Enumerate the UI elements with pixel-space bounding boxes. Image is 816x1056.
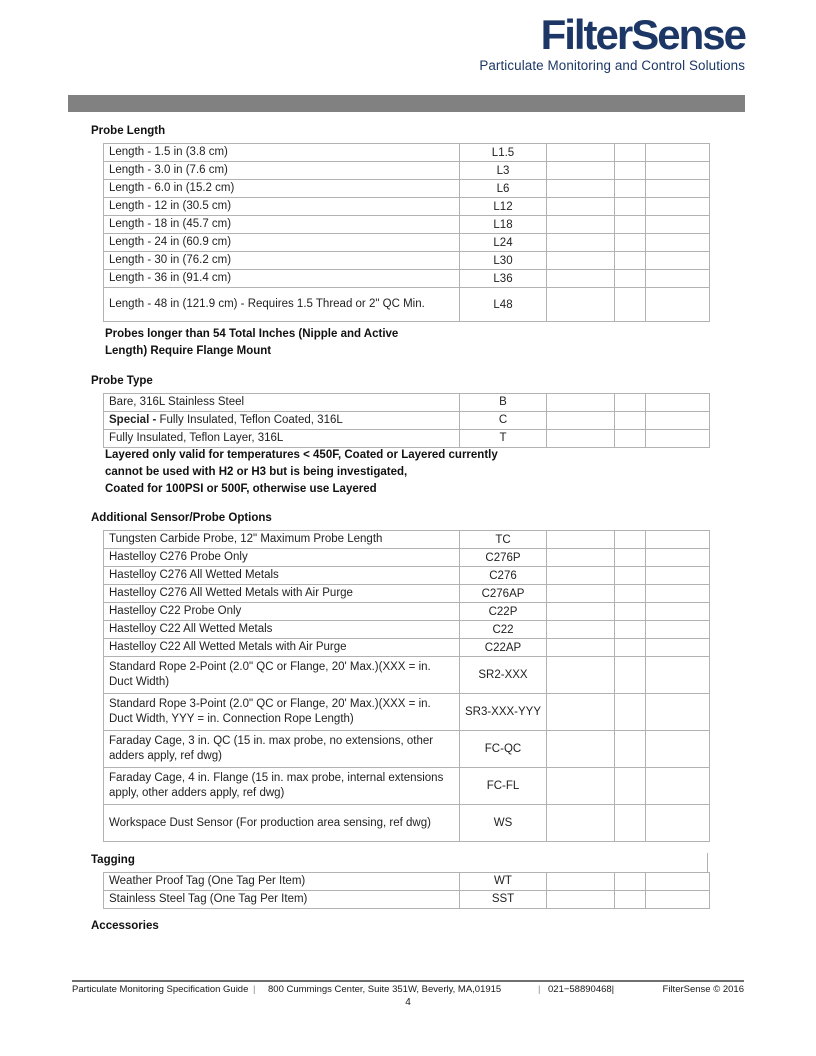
table-row (104, 805, 710, 842)
empty-order-cell (615, 198, 646, 216)
table-row (104, 216, 710, 234)
table-row (104, 531, 710, 549)
empty-order-cell (646, 394, 710, 412)
option-code: FC-FL (460, 768, 547, 805)
empty-order-cell (646, 805, 710, 842)
section-heading-accessories: Accessories (91, 920, 159, 932)
empty-order-cell (547, 873, 615, 891)
option-description: Length - 12 in (30.5 cm) (104, 198, 460, 216)
empty-order-cell (646, 234, 710, 252)
empty-order-cell (547, 621, 615, 639)
option-description: Length - 48 in (121.9 cm) - Requires 1.5 Thread or 2" QC Min. (104, 288, 460, 322)
table-row (104, 621, 710, 639)
empty-order-cell (615, 890, 646, 908)
section-heading-tagging: Tagging (91, 854, 135, 866)
empty-order-cell (615, 603, 646, 621)
empty-order-cell (615, 657, 646, 694)
additional-options-table (103, 530, 710, 842)
empty-order-cell (547, 805, 615, 842)
probe-type-table (103, 393, 710, 448)
footer-copyright: FilterSense © 2016 (662, 984, 744, 995)
empty-order-cell (646, 873, 710, 891)
table-row (104, 639, 710, 657)
footer-address: 800 Cummings Center, Suite 351W, Beverly, MA,01915 (268, 984, 502, 995)
option-description: Length - 1.5 in (3.8 cm) (104, 144, 460, 162)
empty-order-cell (646, 144, 710, 162)
option-description: Standard Rope 3-Point (2.0" QC or Flange, 20' Max.)(XXX = in. Duct Width, YYY = in. Connection Rope Length) (104, 694, 460, 731)
empty-order-cell (646, 429, 710, 447)
table-row (104, 144, 710, 162)
empty-order-cell (615, 768, 646, 805)
option-description: Weather Proof Tag (One Tag Per Item) (104, 873, 460, 891)
empty-order-cell (646, 162, 710, 180)
empty-order-cell (646, 694, 710, 731)
empty-order-cell (547, 180, 615, 198)
empty-order-cell (547, 288, 615, 322)
empty-order-cell (547, 411, 615, 429)
tagging-table-right-border (707, 853, 708, 873)
probe-length-table (103, 143, 710, 322)
empty-order-cell (615, 411, 646, 429)
option-description: Standard Rope 2-Point (2.0" QC or Flange, 20' Max.)(XXX = in. Duct Width) (104, 657, 460, 694)
option-code: L18 (460, 216, 547, 234)
note-line: cannot be used with H2 or H3 but is being investigated, (105, 466, 408, 478)
note-line: Probes longer than 54 Total Inches (Nipple and Active (105, 328, 399, 340)
header-divider-bar (68, 95, 745, 112)
option-code: SR3-XXX-YYY (460, 694, 547, 731)
option-code: L6 (460, 180, 547, 198)
option-code: C276AP (460, 585, 547, 603)
option-description: Hastelloy C22 All Wetted Metals (104, 621, 460, 639)
empty-order-cell (547, 694, 615, 731)
option-description: Workspace Dust Sensor (For production area sensing, ref dwg) (104, 805, 460, 842)
table-row (104, 411, 710, 429)
empty-order-cell (547, 768, 615, 805)
empty-order-cell (547, 252, 615, 270)
empty-order-cell (615, 429, 646, 447)
option-code: C276 (460, 567, 547, 585)
empty-order-cell (547, 162, 615, 180)
table-row (104, 549, 710, 567)
brand-tagline: Particulate Monitoring and Control Solutions (479, 58, 745, 73)
table-row (104, 162, 710, 180)
option-description: Length - 36 in (91.4 cm) (104, 270, 460, 288)
empty-order-cell (615, 731, 646, 768)
empty-order-cell (646, 567, 710, 585)
table-row (104, 288, 710, 322)
empty-order-cell (547, 394, 615, 412)
empty-order-cell (646, 270, 710, 288)
option-description: Tungsten Carbide Probe, 12" Maximum Probe Length (104, 531, 460, 549)
table-row (104, 890, 710, 908)
option-code: C22P (460, 603, 547, 621)
empty-order-cell (646, 549, 710, 567)
option-code: L3 (460, 162, 547, 180)
option-description: Special - Fully Insulated, Teflon Coated, 316L (104, 411, 460, 429)
empty-order-cell (547, 731, 615, 768)
section-heading-probe-type: Probe Type (91, 375, 153, 387)
empty-order-cell (615, 252, 646, 270)
table-row (104, 585, 710, 603)
option-code: L12 (460, 198, 547, 216)
empty-order-cell (615, 216, 646, 234)
empty-order-cell (615, 549, 646, 567)
table-row (104, 270, 710, 288)
empty-order-cell (547, 270, 615, 288)
empty-order-cell (547, 144, 615, 162)
empty-order-cell (547, 657, 615, 694)
empty-order-cell (615, 288, 646, 322)
option-code: L24 (460, 234, 547, 252)
table-row (104, 252, 710, 270)
option-description: Faraday Cage, 4 in. Flange (15 in. max probe, internal extensions apply, other adders apply, ref dwg) (104, 768, 460, 805)
empty-order-cell (547, 567, 615, 585)
option-code: T (460, 429, 547, 447)
empty-order-cell (646, 890, 710, 908)
probe-length-note (105, 326, 398, 360)
empty-order-cell (547, 216, 615, 234)
option-code: L36 (460, 270, 547, 288)
option-description: Faraday Cage, 3 in. QC (15 in. max probe, no extensions, other adders apply, ref dwg) (104, 731, 460, 768)
empty-order-cell (615, 162, 646, 180)
empty-order-cell (646, 639, 710, 657)
empty-order-cell (615, 270, 646, 288)
option-code: TC (460, 531, 547, 549)
table-row (104, 873, 710, 891)
footer-doc-title: Particulate Monitoring Specification Guide (72, 984, 249, 995)
option-code: C276P (460, 549, 547, 567)
empty-order-cell (547, 531, 615, 549)
empty-order-cell (646, 768, 710, 805)
table-row (104, 567, 710, 585)
empty-order-cell (615, 694, 646, 731)
option-description: Length - 18 in (45.7 cm) (104, 216, 460, 234)
option-description: Length - 6.0 in (15.2 cm) (104, 180, 460, 198)
option-code: WT (460, 873, 547, 891)
table-row (104, 234, 710, 252)
empty-order-cell (646, 216, 710, 234)
section-heading-probe-length: Probe Length (91, 125, 166, 137)
empty-order-cell (615, 805, 646, 842)
empty-order-cell (615, 873, 646, 891)
option-code: L1.5 (460, 144, 547, 162)
empty-order-cell (646, 411, 710, 429)
footer-separator: | (538, 984, 541, 995)
option-description: Hastelloy C22 All Wetted Metals with Air Purge (104, 639, 460, 657)
empty-order-cell (547, 585, 615, 603)
probe-type-note (105, 447, 498, 498)
footer-separator: | (253, 984, 256, 995)
footer-phone: 021−58890468| (548, 984, 615, 995)
option-code: SR2-XXX (460, 657, 547, 694)
option-code: L48 (460, 288, 547, 322)
empty-order-cell (646, 198, 710, 216)
option-code: C22AP (460, 639, 547, 657)
empty-order-cell (646, 288, 710, 322)
option-description: Hastelloy C276 All Wetted Metals with Air Purge (104, 585, 460, 603)
option-description: Bare, 316L Stainless Steel (104, 394, 460, 412)
table-row (104, 198, 710, 216)
option-code: WS (460, 805, 547, 842)
empty-order-cell (646, 731, 710, 768)
table-row (104, 694, 710, 731)
note-line: Coated for 100PSI or 500F, otherwise use Layered (105, 483, 377, 495)
empty-order-cell (615, 234, 646, 252)
empty-order-cell (615, 144, 646, 162)
table-row (104, 731, 710, 768)
empty-order-cell (547, 639, 615, 657)
option-description: Stainless Steel Tag (One Tag Per Item) (104, 890, 460, 908)
empty-order-cell (646, 531, 710, 549)
empty-order-cell (646, 621, 710, 639)
empty-order-cell (547, 890, 615, 908)
option-description: Fully Insulated, Teflon Layer, 316L (104, 429, 460, 447)
option-code: FC-QC (460, 731, 547, 768)
tagging-table (103, 872, 710, 909)
empty-order-cell (646, 585, 710, 603)
table-row (104, 768, 710, 805)
empty-order-cell (615, 531, 646, 549)
empty-order-cell (547, 549, 615, 567)
option-description: Hastelloy C22 Probe Only (104, 603, 460, 621)
option-code: C22 (460, 621, 547, 639)
option-description: Hastelloy C276 All Wetted Metals (104, 567, 460, 585)
note-line: Layered only valid for temperatures < 450F, Coated or Layered currently (105, 449, 498, 461)
section-heading-additional-options: Additional Sensor/Probe Options (91, 512, 272, 524)
empty-order-cell (646, 252, 710, 270)
empty-order-cell (615, 567, 646, 585)
table-row (104, 603, 710, 621)
note-line: Length) Require Flange Mount (105, 345, 272, 357)
option-code: L30 (460, 252, 547, 270)
empty-order-cell (646, 657, 710, 694)
brand-name: FilterSense (540, 11, 745, 58)
option-code: B (460, 394, 547, 412)
page-number: 4 (405, 997, 411, 1008)
footer-rule (72, 980, 744, 982)
empty-order-cell (615, 394, 646, 412)
empty-order-cell (547, 234, 615, 252)
empty-order-cell (547, 603, 615, 621)
empty-order-cell (615, 180, 646, 198)
table-row (104, 394, 710, 412)
option-description-bold-prefix: Special - (109, 413, 160, 426)
empty-order-cell (615, 621, 646, 639)
empty-order-cell (615, 639, 646, 657)
option-code: SST (460, 890, 547, 908)
option-code: C (460, 411, 547, 429)
table-row (104, 180, 710, 198)
logo (479, 12, 745, 73)
empty-order-cell (547, 429, 615, 447)
empty-order-cell (646, 180, 710, 198)
table-row (104, 657, 710, 694)
option-description: Length - 30 in (76.2 cm) (104, 252, 460, 270)
option-description: Length - 3.0 in (7.6 cm) (104, 162, 460, 180)
table-row (104, 429, 710, 447)
empty-order-cell (615, 585, 646, 603)
option-description: Hastelloy C276 Probe Only (104, 549, 460, 567)
empty-order-cell (547, 198, 615, 216)
empty-order-cell (646, 603, 710, 621)
option-description: Length - 24 in (60.9 cm) (104, 234, 460, 252)
